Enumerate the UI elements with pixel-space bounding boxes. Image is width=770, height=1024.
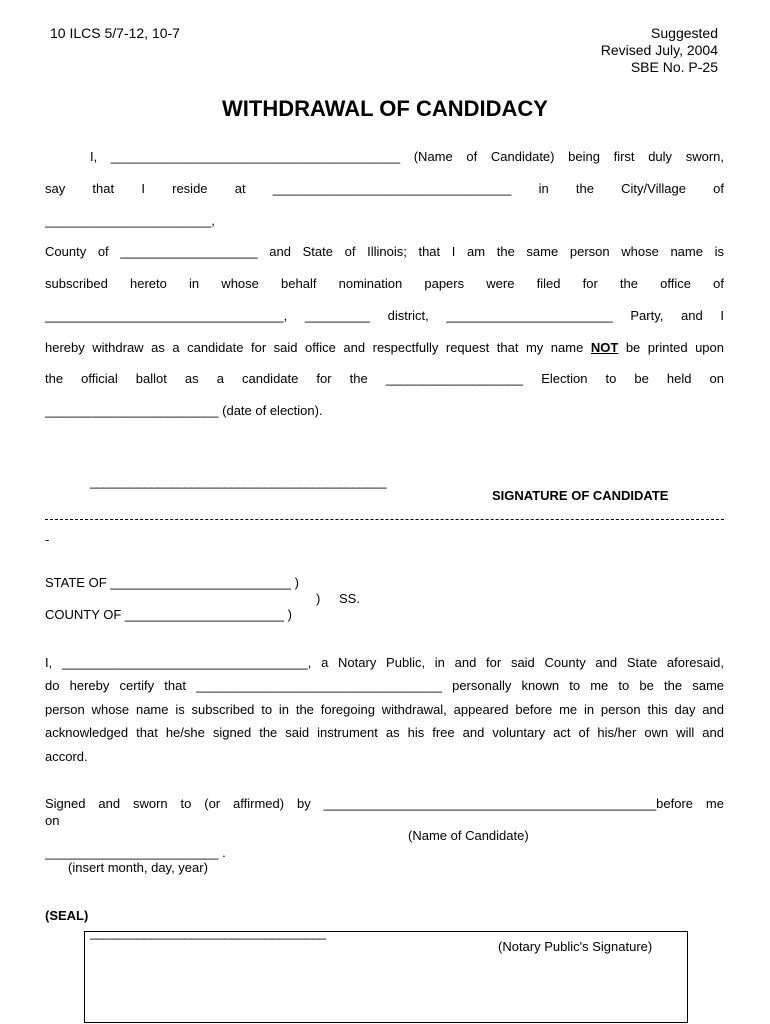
notary-line-3-text: person whose name is subscribed to in the foregoing withdrawal, appeared before me in person this day and	[45, 702, 724, 717]
date-line: ________________________ .	[45, 845, 226, 860]
signature-of-candidate-label: SIGNATURE OF CANDIDATE	[492, 488, 669, 503]
printed-upon-text: be printed upon	[618, 340, 725, 355]
section-divider	[45, 519, 724, 520]
sworn-line	[45, 796, 724, 812]
notary-line-4	[45, 725, 724, 741]
county-of-line: COUNTY OF ______________________ )	[45, 607, 292, 622]
notary-line-5: accord.	[45, 749, 88, 764]
affidavit-line-3: _______________________,	[45, 213, 215, 228]
affidavit-line-2	[45, 181, 724, 197]
state-of-line: STATE OF _________________________ )	[45, 575, 299, 590]
affidavit-line-1	[90, 149, 724, 165]
divider-tail: -	[45, 532, 50, 547]
notary-line-3	[45, 702, 724, 718]
affidavit-line-1-text: I, ________________________________________ (Name of Candidate) being first duly sworn,	[90, 149, 724, 164]
revised-date: Revised July, 2004	[600, 42, 718, 58]
seal-label: (SEAL)	[45, 908, 89, 923]
venue-paren: )	[316, 591, 321, 606]
notary-signature-label: (Notary Public's Signature)	[498, 939, 653, 954]
affidavit-line-8	[45, 371, 724, 387]
ss-label: SS.	[339, 591, 360, 606]
affidavit-line-8-text: the official ballot as a candidate for the ___________________ Election to be held on	[45, 371, 724, 386]
insert-date-label: (insert month, day, year)	[68, 860, 208, 875]
affidavit-line-6-text: _________________________________, _________ district, _______________________ Party, and I	[45, 308, 724, 323]
affidavit-line-7-text	[45, 340, 724, 356]
sworn-on: on	[45, 813, 60, 828]
notary-signature-line: ___________________________________	[90, 925, 326, 940]
affidavit-line-7	[45, 340, 724, 356]
name-of-candidate-label: (Name of Candidate)	[408, 828, 529, 843]
candidate-signature-line: ____________________________________________	[90, 474, 387, 489]
form-revision-info	[601, 25, 718, 76]
affidavit-line-9: ________________________ (date of election).	[45, 403, 323, 418]
statute-citation: 10 ILCS 5/7-12, 10-7	[50, 25, 180, 41]
not-emphasis: NOT	[590, 340, 619, 355]
form-title: WITHDRAWAL OF CANDIDACY	[222, 96, 548, 121]
notary-line-1	[45, 655, 724, 671]
sworn-line-text: Signed and sworn to (or affirmed) by ______________________________________________before me	[45, 796, 724, 811]
withdraw-request-text: hereby withdraw as a candidate for said office and respectfully request that my name	[45, 340, 591, 355]
notary-line-2	[45, 678, 724, 694]
affidavit-line-5-text: subscribed hereto in whose behalf nomination papers were filed for the office of	[45, 276, 724, 291]
affidavit-line-4	[45, 244, 724, 260]
affidavit-line-2-text: say that I reside at _________________________________ in the City/Village of	[45, 181, 724, 196]
affidavit-line-6	[45, 308, 724, 324]
affidavit-line-5	[45, 276, 724, 292]
suggested-label: Suggested	[651, 25, 718, 41]
notary-line-2-text: do hereby certify that __________________________________ personally known to me to be the same	[45, 678, 724, 693]
affidavit-line-4-text: County of ___________________ and State of Illinois; that I am the same person whose name is	[45, 244, 724, 259]
form-number: SBE No. P-25	[630, 59, 718, 75]
notary-line-1-text: I, __________________________________, a Notary Public, in and for said County and State aforesaid,	[45, 655, 724, 670]
notary-line-4-text: acknowledged that he/she signed the said instrument as his free and voluntary act of his/her own will and	[45, 725, 724, 740]
